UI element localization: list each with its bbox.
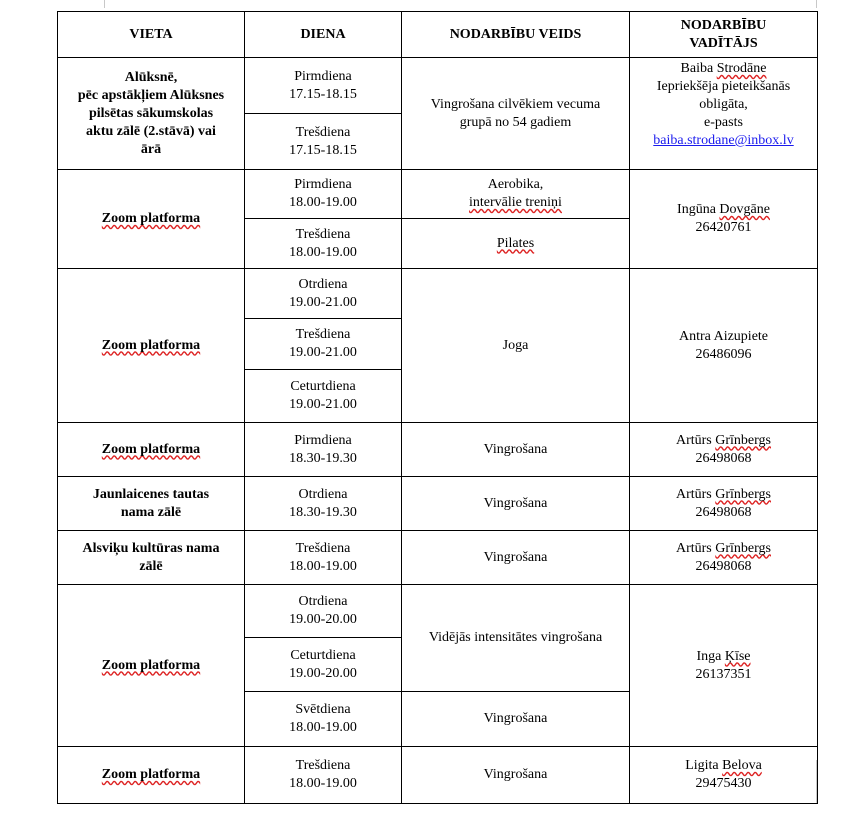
activity-cell (402, 170, 630, 219)
day-name: Pirmdiena (294, 68, 352, 84)
day-cell (245, 585, 402, 638)
leader-last: Grīnbergs (715, 540, 771, 556)
day-cell (245, 747, 402, 804)
day-cell (245, 219, 402, 269)
place-text: Zoom platforma (101, 767, 201, 782)
table-row (58, 585, 818, 638)
place-cell (58, 423, 245, 477)
place-line: pēc apstākļiem Alūksnes (77, 87, 225, 103)
activity-text: Vingrošana (483, 767, 548, 782)
leader-last: Belova (722, 758, 762, 773)
leader-cell (630, 531, 818, 585)
day-cell (245, 531, 402, 585)
leader-last: Ķīse (724, 648, 751, 664)
day-cell (245, 58, 402, 114)
day-cell (245, 170, 402, 219)
leader-first: Artūrs (675, 540, 712, 556)
activity-cell (402, 585, 630, 692)
leader-name: Antra Aizupiete (678, 328, 769, 344)
activity-text: Vidējās intensitātes vingrošana (428, 630, 603, 645)
leader-last: Grīnbergs (715, 432, 771, 448)
leader-cell (630, 747, 818, 804)
place-line: Alsviķu kultūras nama (82, 540, 220, 556)
leader-first: Artūrs (675, 486, 712, 502)
day-time: 18.00-19.00 (289, 720, 357, 735)
leader-phone: 26420761 (695, 220, 752, 235)
leader-last: Grīnbergs (715, 486, 771, 502)
place-cell (58, 531, 245, 585)
leader-name (634, 201, 813, 219)
place-text: Zoom platforma (101, 337, 201, 353)
table-row (58, 423, 818, 477)
activity-cell (402, 423, 630, 477)
header-type: NODARBĪBU VEIDS (402, 12, 630, 58)
day-cell (245, 638, 402, 692)
day-cell (245, 477, 402, 531)
leader-first: Artūrs (675, 432, 712, 448)
activity-text: Vingrošana (483, 549, 548, 565)
leader-name (634, 60, 813, 78)
day-time: 18.00-19.00 (289, 195, 357, 210)
table-row (58, 531, 818, 585)
header-day: DIENA (245, 12, 402, 58)
leader-phone: 26486096 (695, 346, 752, 362)
leader-first: Inga (696, 648, 722, 664)
activity-cell (402, 269, 630, 423)
day-time: 18.00-19.00 (289, 244, 357, 260)
day-time: 18.00-19.00 (289, 558, 357, 574)
header-leader-line2: VADĪTĀJS (689, 35, 758, 51)
table-row (58, 170, 818, 219)
day-name: Trešdiena (295, 540, 351, 556)
table-row (58, 477, 818, 531)
page-corner-mark (104, 0, 105, 8)
activity-cell (402, 58, 630, 170)
leader-name (634, 648, 813, 666)
place-line: aktu zālē (2.stāvā) vai (86, 123, 216, 139)
leader-note: e-pasts (704, 115, 743, 130)
place-cell (58, 585, 245, 747)
place-cell (58, 269, 245, 423)
page-corner-mark (816, 0, 817, 8)
activity-cell (402, 531, 630, 585)
day-time: 19.00-20.00 (289, 612, 357, 627)
activity-text: Vingrošana (483, 495, 548, 511)
leader-first: Baiba (680, 61, 714, 76)
leader-phone: 26137351 (695, 666, 752, 682)
day-name: Ceturtdiena (290, 379, 356, 394)
leader-first: Ligita (685, 758, 719, 773)
activity-text: Joga (502, 337, 529, 353)
day-name: Ceturtdiena (290, 647, 356, 663)
place-cell (58, 170, 245, 269)
table-row (58, 747, 818, 804)
day-cell (245, 692, 402, 747)
leader-phone: 26498068 (695, 558, 752, 574)
leader-cell (630, 477, 818, 531)
place-cell (58, 58, 245, 170)
day-time: 19.00-21.00 (289, 345, 357, 360)
table-row (58, 269, 818, 319)
leader-name (634, 757, 813, 775)
activity-line: Aerobika, (487, 177, 544, 192)
day-name: Pirmdiena (294, 432, 352, 448)
leader-email-link[interactable]: baiba.strodane@inbox.lv (653, 133, 794, 148)
place-text: Zoom platforma (101, 211, 201, 226)
place-cell (58, 477, 245, 531)
leader-cell (630, 585, 818, 747)
day-name: Trešdiena (295, 226, 351, 242)
leader-note: Iepriekšēja pieteikšanās (656, 79, 791, 94)
header-leader-line1: NODARBĪBU (680, 17, 767, 33)
leader-phone: 26498068 (695, 450, 752, 466)
header-leader (630, 12, 818, 58)
activity-cell (402, 747, 630, 804)
day-cell (245, 423, 402, 477)
schedule-table (57, 11, 818, 804)
place-cell (58, 747, 245, 804)
day-time: 18.30-19.30 (289, 504, 357, 520)
activity-line: intervālie treniņi (469, 195, 562, 210)
leader-phone: 29475430 (695, 776, 752, 791)
activity-line: Vingrošana cilvēkiem vecuma (430, 96, 601, 112)
day-name: Svētdiena (295, 702, 351, 717)
activity-cell (402, 477, 630, 531)
activity-cell (402, 219, 630, 269)
leader-note: obligāta, (699, 97, 748, 112)
place-text: Zoom platforma (101, 441, 201, 457)
day-cell (245, 319, 402, 370)
place-line: pilsētas sākumskolas (88, 105, 214, 121)
activity-text: Pilates (496, 235, 535, 251)
day-name: Pirmdiena (294, 177, 352, 192)
day-time: 19.00-20.00 (289, 665, 357, 681)
day-cell (245, 269, 402, 319)
activity-line: grupā no 54 gadiem (459, 114, 572, 130)
day-time: 18.00-19.00 (289, 776, 357, 791)
place-line: zālē (139, 558, 163, 574)
leader-phone: 26498068 (695, 504, 752, 520)
day-name: Trešdiena (295, 124, 351, 140)
day-cell (245, 370, 402, 423)
leader-cell (630, 269, 818, 423)
day-time: 17.15-18.15 (289, 142, 357, 158)
day-name: Trešdiena (295, 758, 351, 773)
leader-cell (630, 170, 818, 269)
day-name: Trešdiena (295, 327, 351, 342)
day-time: 18.30-19.30 (289, 450, 357, 466)
leader-name (634, 486, 813, 504)
leader-cell (630, 423, 818, 477)
leader-name (634, 540, 813, 558)
leader-cell (630, 58, 818, 170)
day-name: Otrdiena (298, 276, 348, 292)
place-line: Jaunlaicenes tautas (92, 486, 210, 502)
leader-name (634, 432, 813, 450)
day-time: 19.00-21.00 (289, 397, 357, 412)
table-row (58, 58, 818, 114)
day-name: Otrdiena (298, 594, 348, 609)
place-line: ārā (140, 141, 162, 157)
leader-last: Dovgāne (719, 202, 770, 217)
activity-text: Vingrošana (483, 441, 548, 457)
day-time: 17.15-18.15 (289, 86, 357, 102)
header-row (58, 12, 818, 58)
place-text: Zoom platforma (101, 657, 201, 673)
activity-text: Vingrošana (483, 711, 548, 726)
activity-cell (402, 692, 630, 747)
day-time: 19.00-21.00 (289, 294, 357, 310)
place-line: nama zālē (120, 504, 182, 520)
place-line: Alūksnē, (124, 69, 178, 85)
day-cell (245, 114, 402, 170)
leader-first: Ingūna (677, 202, 716, 217)
leader-last: Strodāne (716, 61, 767, 76)
day-name: Otrdiena (298, 486, 348, 502)
header-place: VIETA (58, 12, 245, 58)
